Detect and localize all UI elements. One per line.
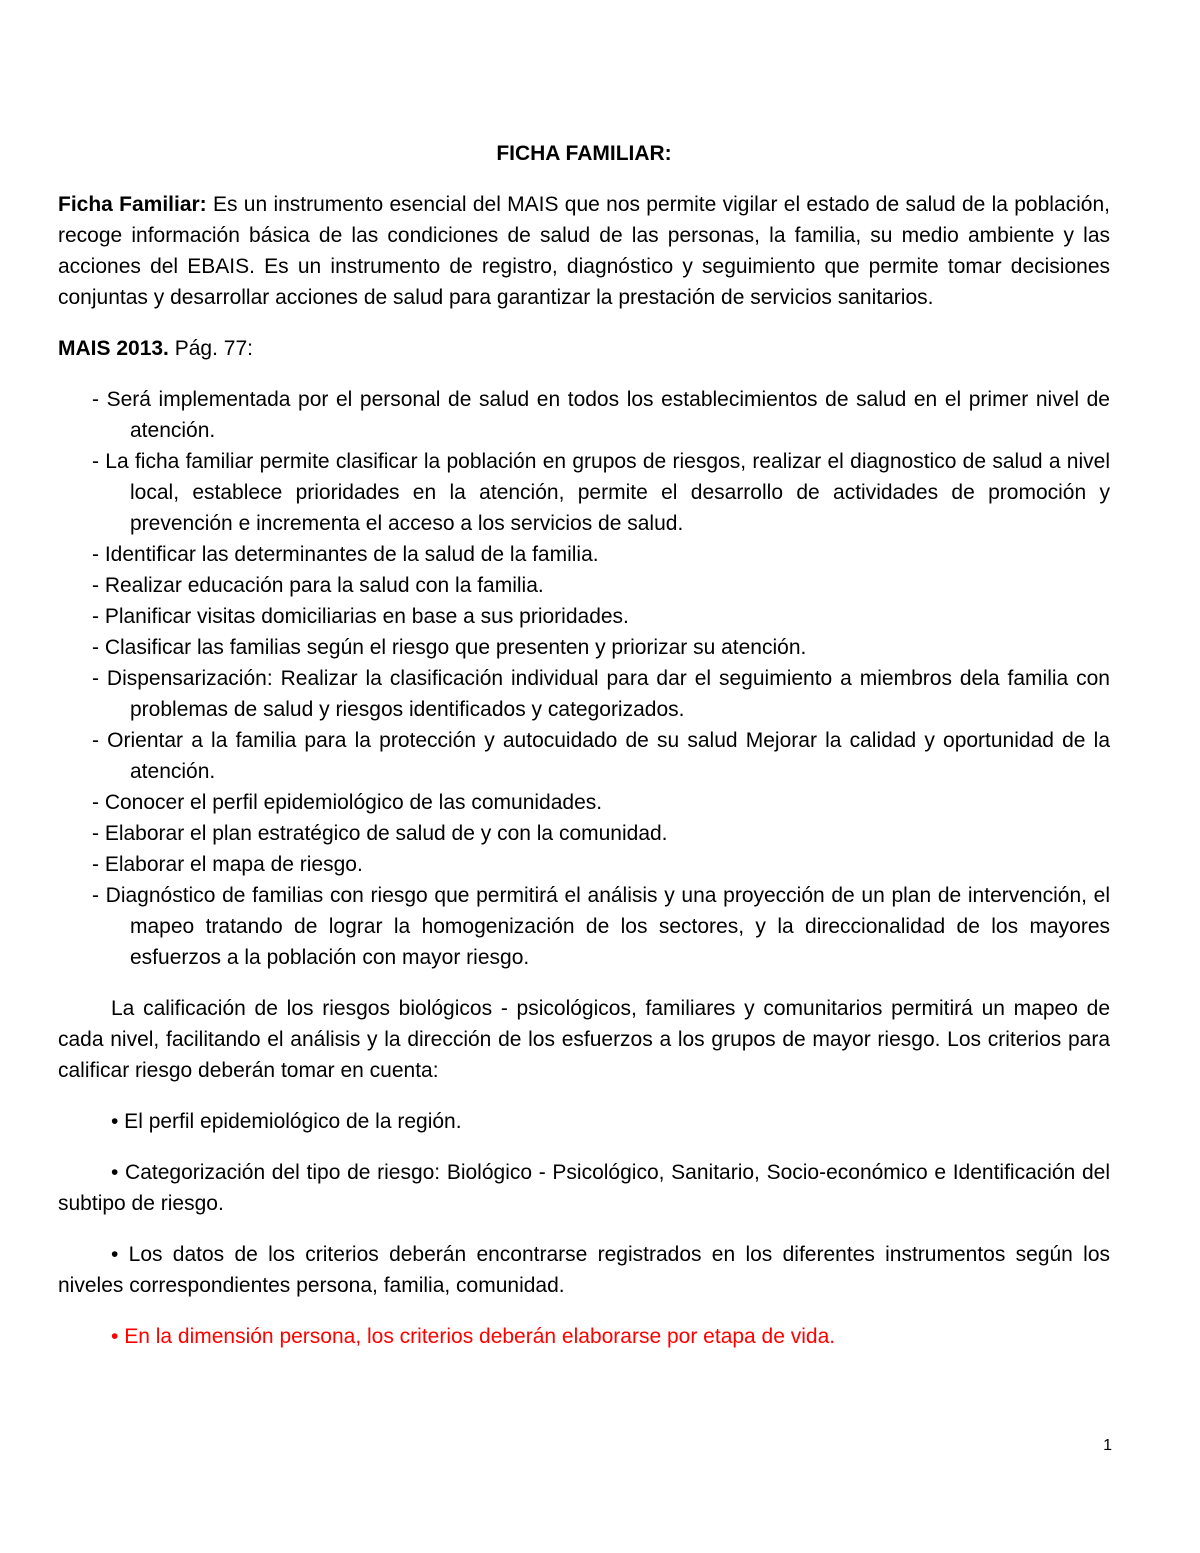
intro-term: Ficha Familiar:	[58, 193, 207, 216]
source-heading	[58, 333, 1110, 364]
page-number: 1	[1103, 1437, 1112, 1454]
source-label: MAIS 2013.	[58, 337, 169, 360]
source-page: Pág. 77:	[168, 337, 253, 360]
list-item: - Conocer el perfil epidemiológico de las comunidades.	[92, 791, 603, 814]
bullet-marker: •	[111, 1325, 125, 1348]
calificacion-paragraph: La calificación de los riesgos biológicos - psicológicos, familiares y comunitarios permitirá un mapeo de cada nivel, facilitando el análisis y la dirección de los esfuerzos a los grupos de mayor riesgo. Los criterios para calificar riesgo deberán tomar en cuenta:	[58, 997, 1110, 1082]
list-item: - La ficha familiar permite clasificar la población en grupos de riesgos, realizar el diagnostico de salud a nivel local, establece prioridades en la atención, permite el desarrollo de actividades de promoción y prevención e incrementa el acceso a los servicios de salud.	[92, 450, 1110, 535]
list-item: - Clasificar las familias según el riesgo que presenten y priorizar su atención.	[92, 636, 807, 659]
list-item: - Orientar a la familia para la protección y autocuidado de su salud Mejorar la calidad y oportunidad de la atención.	[92, 729, 1110, 783]
objectives-list	[58, 384, 1110, 973]
document-page	[58, 138, 1110, 1372]
intro-paragraph	[58, 189, 1110, 313]
list-item: - Dispensarización: Realizar la clasificación individual para dar el seguimiento a miembros dela familia con problemas de salud y riesgos identificados y categorizados.	[92, 667, 1110, 721]
criteria-bullet: • Los datos de los criterios deberán encontrarse registrados en los diferentes instrumentos según los niveles correspondientes persona, familia, comunidad.	[58, 1243, 1110, 1297]
list-item: - Será implementada por el personal de salud en todos los establecimientos de salud en el primer nivel de atención.	[92, 388, 1110, 442]
list-item: - Realizar educación para la salud con la familia.	[92, 574, 544, 597]
criteria-bullet: • Categorización del tipo de riesgo: Biológico - Psicológico, Sanitario, Socio-económico e Identificación del subtipo de riesgo.	[58, 1161, 1110, 1215]
list-item: - Diagnóstico de familias con riesgo que permitirá el análisis y una proyección de un plan de intervención, el mapeo tratando de lograr la homogenización de los sectores, y la direccionalidad de los mayores esfuerzos a la población con mayor riesgo.	[92, 884, 1110, 969]
list-item: - Planificar visitas domiciliarias en base a sus prioridades.	[92, 605, 629, 628]
criteria-bullet-highlight	[58, 1321, 1110, 1352]
intro-text: Es un instrumento esencial del MAIS que nos permite vigilar el estado de salud de la población, recoge información básica de las condiciones de salud de las personas, la familia, su medio ambiente y las acciones del EBAIS. Es un instrumento de registro, diagnóstico y seguimiento que permite tomar decisiones conjuntas y desarrollar acciones de salud para garantizar la prestación de servicios sanitarios.	[58, 193, 1110, 309]
list-item: - Elaborar el mapa de riesgo.	[92, 853, 363, 876]
document-title: FICHA FAMILIAR:	[496, 142, 672, 165]
highlight-text: En la dimensión persona, los criterios deberán elaborarse por etapa de vida.	[124, 1325, 836, 1348]
list-item: - Identificar las determinantes de la salud de la familia.	[92, 543, 599, 566]
criteria-bullet: • El perfil epidemiológico de la región.	[111, 1110, 462, 1133]
list-item: - Elaborar el plan estratégico de salud de y con la comunidad.	[92, 822, 668, 845]
